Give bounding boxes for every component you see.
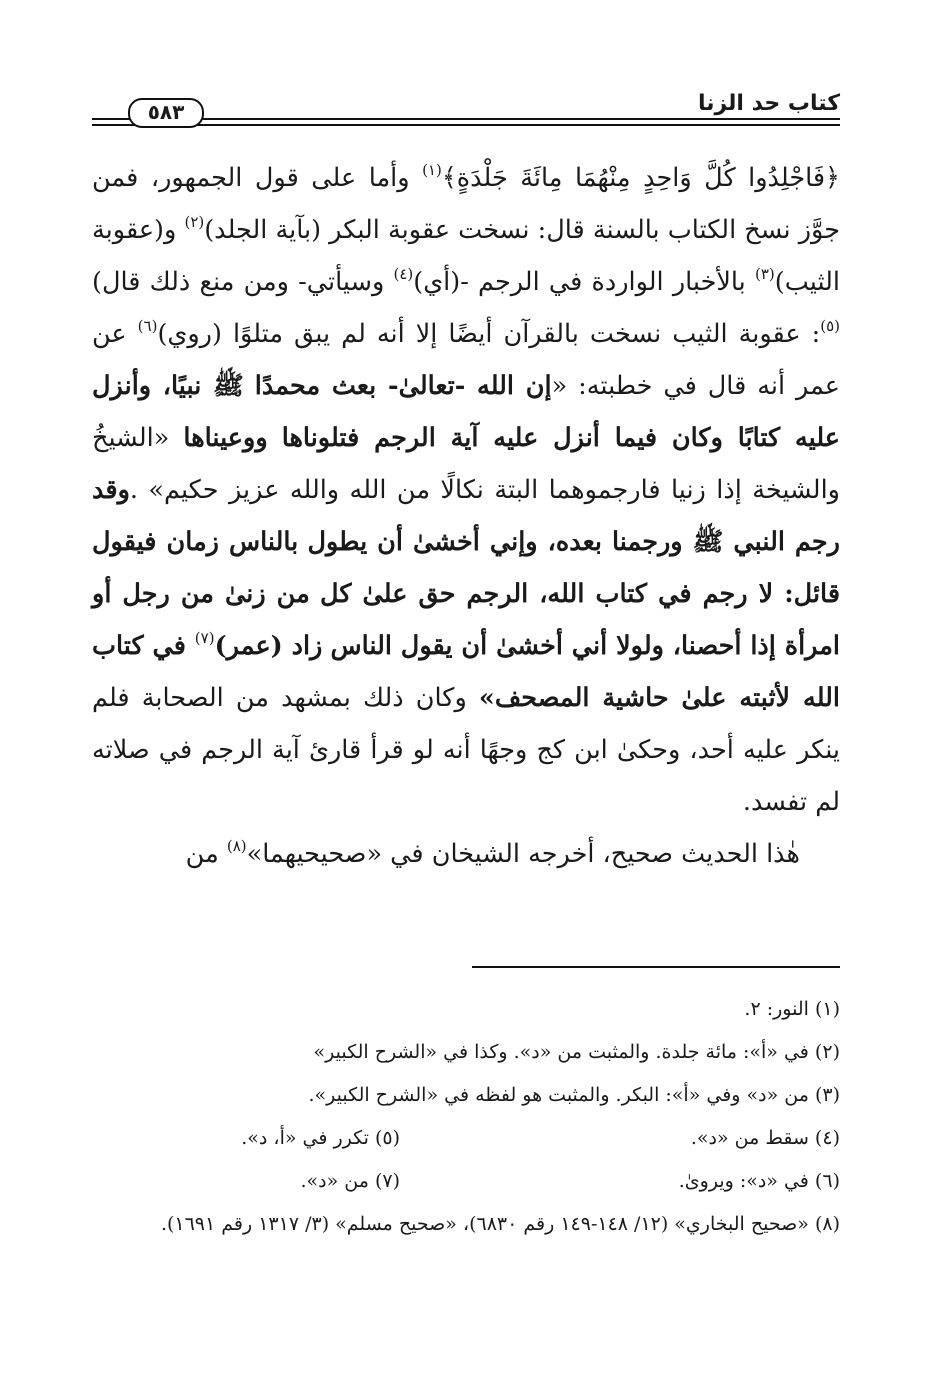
footnote: (١) النور: ٢. (744, 998, 840, 1020)
hadith-text: في كتاب الله لأثبته علىٰ حاشية المصحف» (91, 631, 841, 713)
hadith-text: وقد رجم النبي ﷺ ورجمنا بعده، وإني أخشىٰ أن يطول (92, 475, 840, 557)
header-rule (92, 124, 840, 126)
chapter-title: كتاب حد الزنا (688, 90, 840, 118)
hadith-text: ﷺ نبيًا، وأنزل عليه كتابًا وكان فيما أنزل عليه آية الرجم فتلوناها (92, 371, 841, 453)
footnote-ref: (١) (422, 161, 442, 179)
hadith-text: إن الله -تعالىٰ- بعث محمدًا (254, 371, 552, 401)
footnote: (٧) من «د». (300, 1170, 400, 1192)
page-number: ٥٨٣ (128, 98, 204, 128)
footnote-ref: (٦) (137, 317, 158, 335)
footnotes (92, 988, 840, 1246)
footnote: (٥) تكرر في «أ، د». (241, 1127, 400, 1149)
footnote: (٤) سقط من «د». (690, 1127, 840, 1149)
footnote-ref: (٤) (393, 265, 414, 283)
footnote: (٣) من «د» وفي «أ»: البكر. والمثبت هو لفظه في «الشرح الكبير». (308, 1084, 840, 1106)
page-header (92, 92, 840, 132)
quran-verse: ﴿فَاجْلِدُوا كُلَّ وَاحِدٍ مِنْهُمَا مِائَةَ جَلْدَةٍ﴾ (441, 163, 840, 193)
main-text (92, 152, 840, 880)
footnote-ref: (٨) (226, 837, 247, 855)
text-paragraph: هٰذا الحديث صحيح، أخرجه الشيخان في «صحيحيهما»$^{(٨)}$ من (185, 837, 800, 869)
footnote-row (92, 1160, 840, 1203)
footnote: (٨) «صحيح البخاري» (١٢/ ١٤٨-١٤٩ رقم ٦٨٣٠)، «صحيح مسلم» (٣/ ١٣١٧ رقم ١٦٩١). (160, 1213, 840, 1235)
footnote: (٢) في «أ»: مائة جلدة. والمثبت من «د». وكذا في «الشرح الكبير» (313, 1041, 840, 1063)
hadith-text: ووعيناها (183, 423, 268, 453)
footnote-ref: (٢) (184, 213, 205, 231)
footnote: (٦) في «د»: ويروىٰ. (678, 1170, 840, 1192)
hadith-text: من زنىٰ من رجل أو امرأة إذا أحصنا، ولولا أني أخشىٰ أن يقول الناس (92, 579, 840, 661)
footnote-separator (472, 966, 840, 968)
hadith-text: بالناس زمان فيقول قائل: لا رجم في كتاب الله، الرجم حق علىٰ كل (92, 527, 841, 609)
footnote-ref: (٣) (754, 265, 775, 283)
text-paragraph: ﴿فَاجْلِدُوا كُلَّ وَاحِدٍ مِنْهُمَا مِائَةَ جَلْدَةٍ﴾$^{(١)}$ وأما على قول الجمهور، فمن جوَّز نسخ الكتاب بالسنة قال: نسخت عقوبة البكر (بآية الجلد)$^{(٢)}$ و(عقوبة الثيب)$^{(٣)}$ بالأخبار الواردة في الرجم -(أي)$^{(٤)}$ وسيأتي- ومن منع ذلك قال)$^{(٥)}$: عقوبة الثيب نسخت بالقرآن أيضًا إلا أنه لم يبق متلوًا (روي)$^{(٦)}$ عن عمر أنه قال في خطبته: «إن الله -تعالىٰ- بعث محمدًا ﷺ نبيًا، وأنزل عليه كتابًا وكان فيما أنزل عليه آية الرجم فتلوناها ووعيناها «الشيخُ والشيخة إذا زنيا فارجموهما البتة نكالًا من الله والله عزيز حكيم» .وقد رجم النبي ﷺ ورجمنا بعده، وإني أخشىٰ أن يطول بالناس زمان فيقول قائل: لا رجم في كتاب الله، الرجم حق علىٰ كل من زنىٰ من رجل أو امرأة إذا أحصنا، ولولا أني أخشىٰ أن يقول الناس زاد (عمر)$^{(٧)}$ في كتاب الله لأثبته علىٰ حاشية المصحف» وكان ذلك بمشهد من الصحابة فلم ينكر عليه أحد، وحكىٰ ابن كج وجهًا أنه لو قرأ قارئ آية الرجم في صلاته لم تفسد. (91, 161, 841, 817)
hadith-text: زاد (عمر) (214, 631, 323, 661)
footnote-row (92, 1117, 840, 1160)
footnote-ref: (٧) (194, 629, 215, 647)
footnote-ref: (٥) (820, 317, 841, 335)
header-rule (92, 118, 840, 120)
